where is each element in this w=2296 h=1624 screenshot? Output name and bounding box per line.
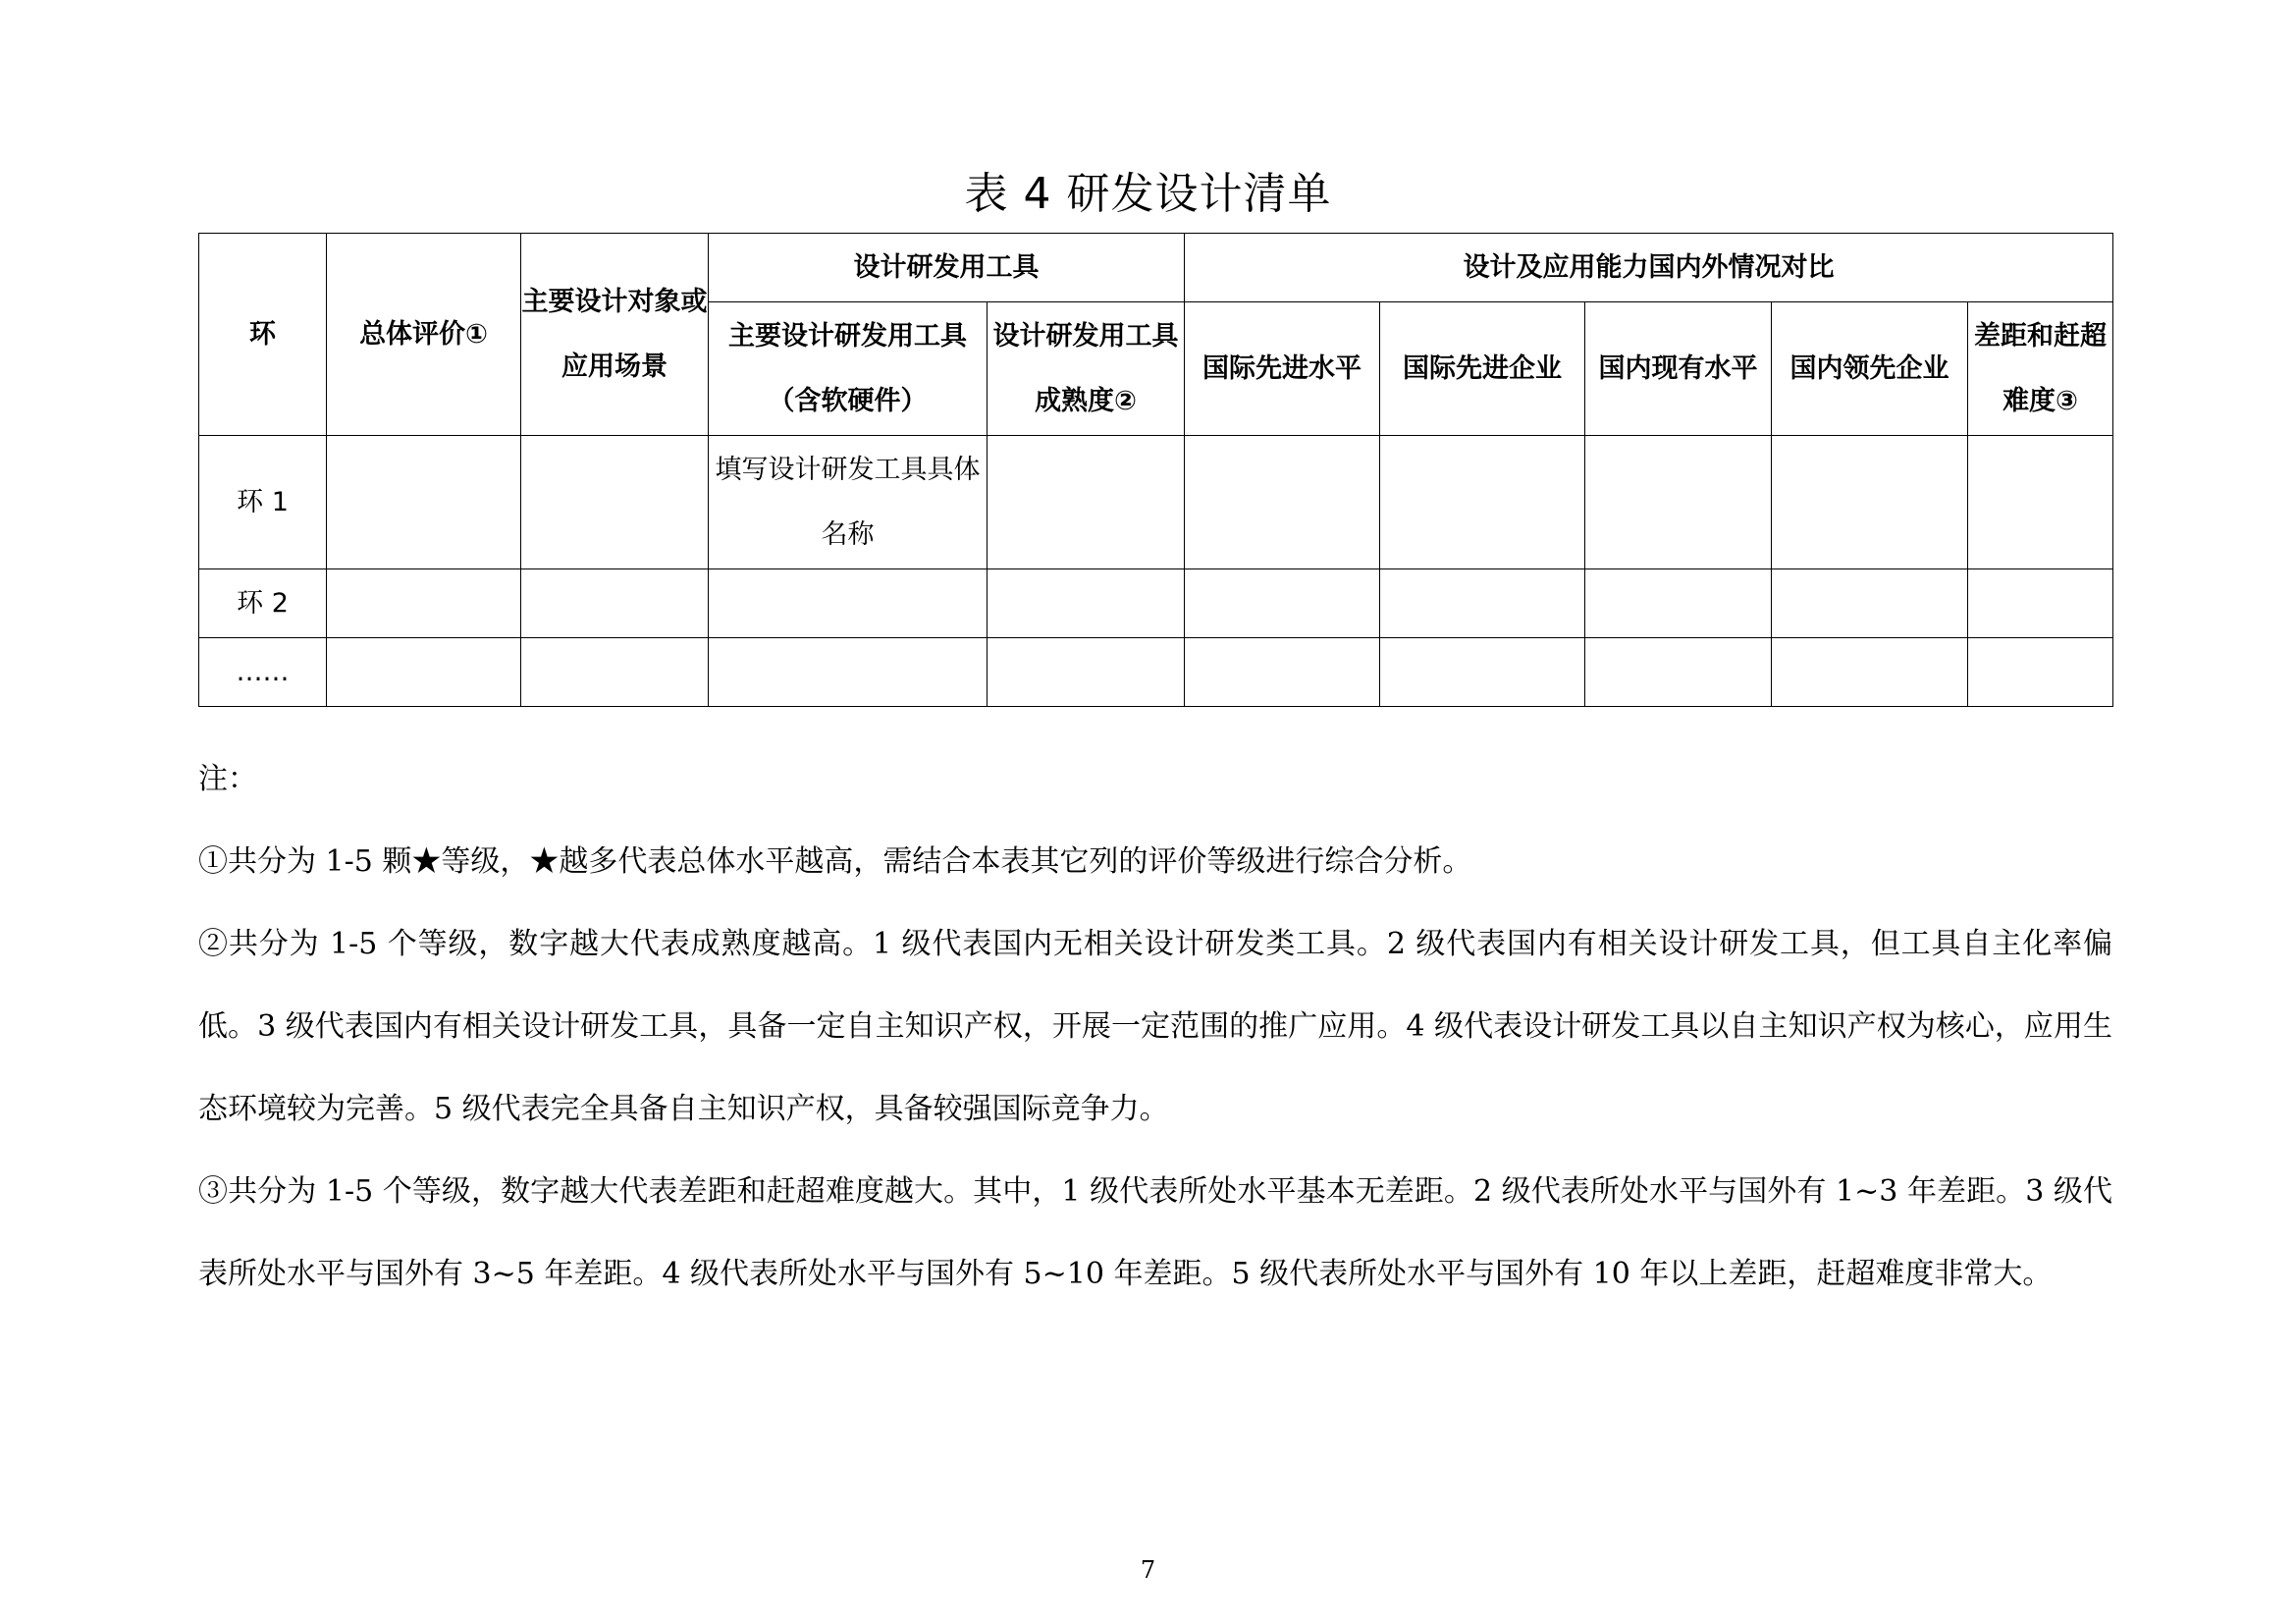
cell-domestic-level bbox=[1585, 436, 1772, 569]
cell-ring: …… bbox=[199, 638, 327, 707]
header-domestic-level: 国内现有水平 bbox=[1585, 302, 1772, 436]
header-main-object: 主要设计对象或应用场景 bbox=[521, 234, 709, 436]
cell-domestic-company bbox=[1772, 569, 1968, 638]
note-item-1: ①共分为 1-5 颗★等级，★越多代表总体水平越高，需结合本表其它列的评价等级进行综合分析。 bbox=[198, 844, 1472, 879]
header-gap-difficulty: 差距和赶超难度③ bbox=[1968, 302, 2113, 436]
header-main-tools: 主要设计研发用工具（含软硬件） bbox=[709, 302, 988, 436]
page-number: 7 bbox=[1140, 1556, 1156, 1584]
rd-design-table bbox=[198, 233, 2113, 707]
cell-main-tools bbox=[709, 569, 988, 638]
cell-tool-maturity bbox=[988, 436, 1185, 569]
cell-intl-company bbox=[1380, 569, 1585, 638]
cell-intl-company bbox=[1380, 436, 1585, 569]
cell-ring: 环 1 bbox=[199, 436, 327, 569]
header-intl-level: 国际先进水平 bbox=[1185, 302, 1380, 436]
cell-overall-eval bbox=[327, 436, 521, 569]
notes-section bbox=[198, 738, 2112, 1316]
cell-tool-maturity bbox=[988, 638, 1185, 707]
table-row bbox=[199, 638, 2113, 707]
cell-gap-difficulty bbox=[1968, 638, 2113, 707]
note-item-3: ③共分为 1-5 个等级，数字越大代表差距和赶超难度越大。其中，1 级代表所处水平基本无差距。2 级代表所处水平与国外有 1~3 年差距。3 级代表所处水平与国外有 3~5 年差距。4 级代表所处水平与国外有 5~10 年差距。5 级代表所处水平与国外有 10 年以上差距，赶超难度非常大。 bbox=[198, 1174, 2112, 1291]
notes-label: 注： bbox=[198, 762, 257, 796]
cell-main-tools: 填写设计研发工具具体名称 bbox=[709, 436, 988, 569]
note-item-2: ②共分为 1-5 个等级，数字越大代表成熟度越高。1 级代表国内无相关设计研发类工具。2 级代表国内有相关设计研发工具，但工具自主化率偏低。3 级代表国内有相关设计研发工具，具备一定自主知识产权，开展一定范围的推广应用。4 级代表设计研发工具以自主知识产权为核心，应用生态环境较为完善。5 级代表完全具备自主知识产权，具备较强国际竞争力。 bbox=[198, 927, 2112, 1126]
cell-intl-level bbox=[1185, 569, 1380, 638]
table-row bbox=[199, 436, 2113, 569]
cell-domestic-level bbox=[1585, 638, 1772, 707]
cell-intl-level bbox=[1185, 436, 1380, 569]
cell-intl-company bbox=[1380, 638, 1585, 707]
header-domestic-company: 国内领先企业 bbox=[1772, 302, 1968, 436]
header-overall-eval: 总体评价① bbox=[327, 234, 521, 436]
cell-overall-eval bbox=[327, 569, 521, 638]
cell-tool-maturity bbox=[988, 569, 1185, 638]
header-tool-maturity: 设计研发用工具成熟度② bbox=[988, 302, 1185, 436]
table-row bbox=[199, 569, 2113, 638]
cell-main-object bbox=[521, 436, 709, 569]
cell-intl-level bbox=[1185, 638, 1380, 707]
cell-domestic-level bbox=[1585, 569, 1772, 638]
header-intl-company: 国际先进企业 bbox=[1380, 302, 1585, 436]
cell-gap-difficulty bbox=[1968, 569, 2113, 638]
header-compare-group: 设计及应用能力国内外情况对比 bbox=[1185, 234, 2113, 302]
header-ring: 环 bbox=[199, 234, 327, 436]
cell-main-object bbox=[521, 638, 709, 707]
cell-domestic-company bbox=[1772, 638, 1968, 707]
cell-domestic-company bbox=[1772, 436, 1968, 569]
page-title: 表 4 研发设计清单 bbox=[964, 169, 1332, 219]
cell-main-tools bbox=[709, 638, 988, 707]
header-row-1 bbox=[199, 234, 2113, 302]
cell-overall-eval bbox=[327, 638, 521, 707]
header-tools-group: 设计研发用工具 bbox=[709, 234, 1185, 302]
cell-main-object bbox=[521, 569, 709, 638]
cell-ring: 环 2 bbox=[199, 569, 327, 638]
cell-gap-difficulty bbox=[1968, 436, 2113, 569]
